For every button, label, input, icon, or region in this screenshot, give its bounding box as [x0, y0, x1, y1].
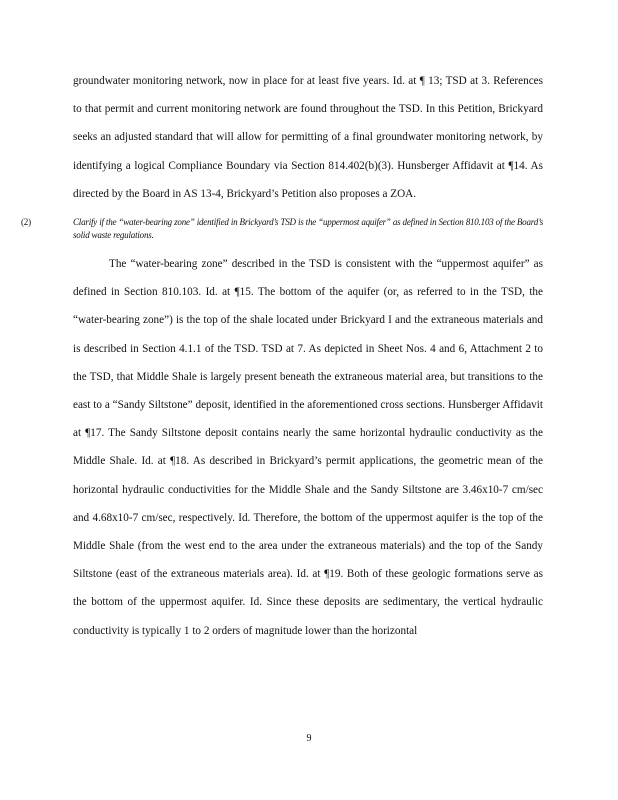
- paragraph-1: groundwater monitoring network, now in place for at least five years. Id. at ¶ 13; TSD at 3. References to that permit and current monitoring network are found throughout the TSD. In this Petition, Brickyard seeks an adjusted standard that will allow for permitting of a final groundwater monitoring network, by identifying a logical Compliance Boundary via Section 814.402(b)(3). Hunsberger Affidavit at ¶14. As directed by the Board in AS 13-4, Brickyard’s Petition also proposes a ZOA.: [73, 75, 543, 200]
- heading-number: (2): [21, 217, 31, 228]
- body-text: [21, 67, 543, 645]
- page-number: 9: [306, 733, 312, 744]
- section-heading: [21, 216, 543, 242]
- paragraph-2: The “water-bearing zone” described in the TSD is consistent with the “uppermost aquifer” as defined in Section 810.103. Id. at ¶15. The bottom of the aquifer (or, as referred to in the TSD, the “water-bearing zone”) is the top of the shale located under Brickyard I and the extraneous materials and is described in Section 4.1.1 of the TSD. TSD at 7. As depicted in Sheet Nos. 4 and 6, Attachment 2 to the TSD, that Middle Shale is largely present beneath the extraneous material area, but transitions to the east to a “Sandy Siltstone” deposit, identified in the aforementioned cross sections. Hunsberger Affidavit at ¶17. The Sandy Siltstone deposit contains nearly the same horizontal hydraulic conductivity as the Middle Shale. Id. at ¶18. As described in Brickyard’s permit applications, the geometric mean of the horizontal hydraulic conductivities for the Middle Shale and the Sandy Siltstone are 3.46x10-7 cm/sec and 4.68x10-7 cm/sec, respectively. Id. Therefore, the bottom of the uppermost aquifer is the top of the Middle Shale (from the west end to the area under the extraneous materials) and the top of the Sandy Siltstone (east of the extraneous materials area). Id. at ¶19. Both of these geologic formations serve as the bottom of the uppermost aquifer. Id. Since these deposits are sedimentary, the vertical hydraulic conductivity is typically 1 to 2 orders of magnitude lower than the horizontal: [73, 258, 543, 637]
- heading-text: Clarify if the “water-bearing zone” identified in Brickyard’s TSD is the “uppermost aquifer” as defined in Section 810.103 of the Board’s solid waste regulations.: [73, 217, 543, 241]
